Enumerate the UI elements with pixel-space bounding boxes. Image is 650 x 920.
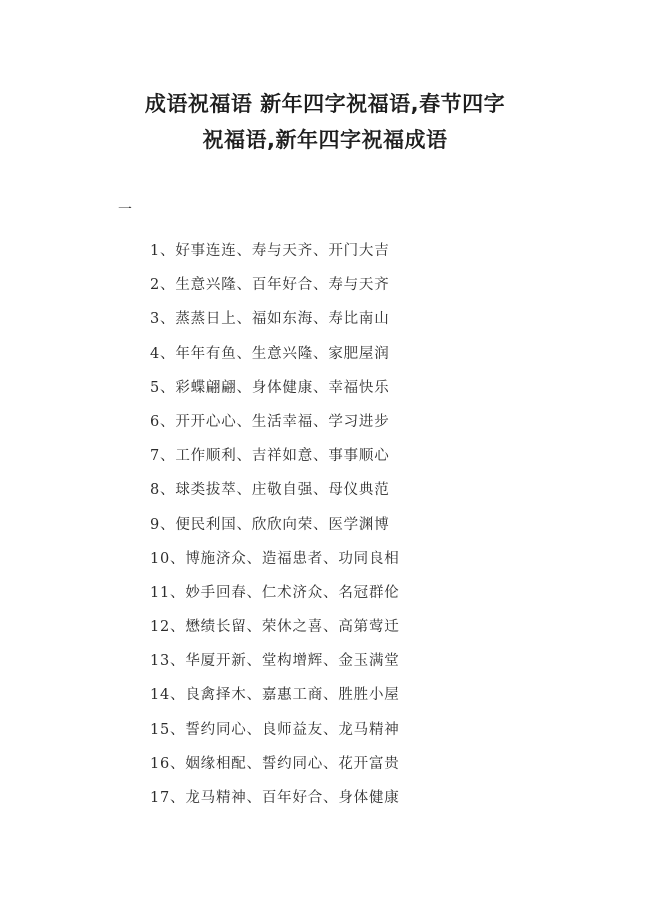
list-item: 6、开开心心、生活幸福、学习进步 [150,413,390,430]
list-item: 5、彩蝶翩翩、身体健康、幸福快乐 [150,379,390,396]
list-item: 14、良禽择木、嘉惠工商、胜胜小屋 [150,687,400,704]
list-item: 1、好事连连、寿与天齐、开门大吉 [150,243,390,259]
list-item: 11、妙手回春、仁术济众、名冠群伦 [150,584,400,601]
list-item: 15、誓约同心、良师益友、龙马精神 [150,721,400,738]
list-item: 4、年年有鱼、生意兴隆、家肥屋润 [150,345,390,362]
list-item: 2、生意兴隆、百年好合、寿与天齐 [150,277,390,294]
title-line-1: 成语祝福语 新年四字祝福语,春节四字 [144,92,506,116]
section-number: 一 [118,202,132,218]
list-item: 13、华厦开新、堂构增辉、金玉满堂 [150,653,400,670]
list-item: 9、便民利国、欣欣向荣、医学渊博 [150,516,390,533]
blessing-list [150,238,400,819]
page-title [0,86,650,158]
list-item: 10、博施济众、造福患者、功同良相 [150,550,400,567]
list-item: 16、姻缘相配、誓约同心、花开富贵 [150,755,400,772]
list-item: 12、懋绩长留、荣休之喜、高第莺迁 [150,619,400,636]
list-item: 8、球类拔萃、庄敬自强、母仪典范 [150,482,390,499]
list-item: 7、工作顺利、吉祥如意、事事顺心 [150,448,390,465]
list-item: 3、蒸蒸日上、福如东海、寿比南山 [150,311,390,328]
list-item: 17、龙马精神、百年好合、身体健康 [150,790,400,806]
title-line-2: 祝福语,新年四字祝福成语 [202,128,448,152]
